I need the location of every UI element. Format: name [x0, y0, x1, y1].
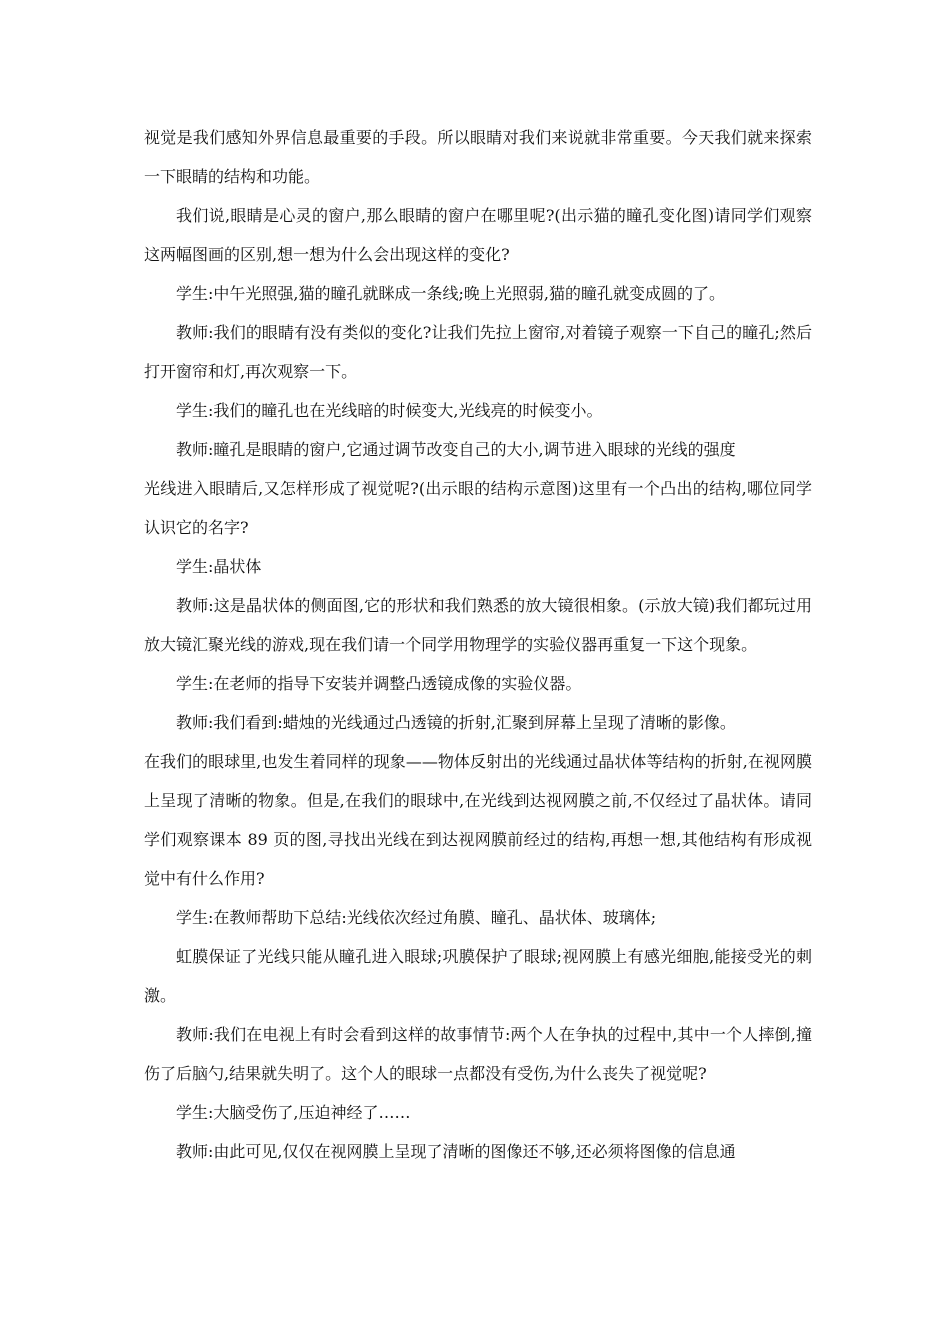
paragraph-9: 教师:这是晶状体的侧面图,它的形状和我们熟悉的放大镜很相象。(示放大镜)我们都玩过用放大镜汇聚光线的游戏,现在我们请一个同学用物理学的实验仪器再重复一下这个现象。	[144, 596, 812, 654]
paragraph-10: 学生:在老师的指导下安装并调整凸透镜成像的实验仪器。	[176, 674, 582, 693]
paragraph-7: 光线进入眼睛后,又怎样形成了视觉呢?(出示眼的结构示意图)这里有一个凸出的结构,哪位同学认识它的名字?	[144, 479, 812, 537]
paragraph-15: 教师:我们在电视上有时会看到这样的故事情节:两个人在争执的过程中,其中一个人摔倒,撞伤了后脑勺,结果就失明了。这个人的眼球一点都没有受伤,为什么丧失了视觉呢?	[144, 1025, 812, 1083]
paragraph-1: 视觉是我们感知外界信息最重要的手段。所以眼睛对我们来说就非常重要。今天我们就来探索一下眼睛的结构和功能。	[144, 128, 812, 186]
document-body	[144, 118, 812, 1171]
paragraph-17: 教师:由此可见,仅仅在视网膜上呈现了清晰的图像还不够,还必须将图像的信息通	[176, 1142, 736, 1161]
paragraph-4: 教师:我们的眼睛有没有类似的变化?让我们先拉上窗帘,对着镜子观察一下自己的瞳孔;然后打开窗帘和灯,再次观察一下。	[144, 323, 812, 381]
paragraph-3: 学生:中午光照强,猫的瞳孔就眯成一条线;晚上光照弱,猫的瞳孔就变成圆的了。	[176, 284, 725, 303]
paragraph-12: 在我们的眼球里,也发生着同样的现象——物体反射出的光线通过晶状体等结构的折射,在视网膜上呈现了清晰的物象。但是,在我们的眼球中,在光线到达视网膜之前,不仅经过了晶状体。请同学们观察课本 89 页的图,寻找出光线在到达视网膜前经过的结构,再想一想,其他结构有形成视觉中有什么作用?	[144, 752, 812, 888]
paragraph-11: 教师:我们看到:蜡烛的光线通过凸透镜的折射,汇聚到屏幕上呈现了清晰的影像。	[176, 713, 736, 732]
paragraph-14: 虹膜保证了光线只能从瞳孔进入眼球;巩膜保护了眼球;视网膜上有感光细胞,能接受光的刺激。	[144, 947, 812, 1005]
paragraph-2: 我们说,眼睛是心灵的窗户,那么眼睛的窗户在哪里呢?(出示猫的瞳孔变化图)请同学们观察这两幅图画的区别,想一想为什么会出现这样的变化?	[144, 206, 812, 264]
paragraph-13: 学生:在教师帮助下总结:光线依次经过角膜、瞳孔、晶状体、玻璃体;	[176, 908, 657, 927]
paragraph-8: 学生:晶状体	[176, 557, 262, 576]
paragraph-16: 学生:大脑受伤了,压迫神经了……	[176, 1103, 411, 1122]
paragraph-5: 学生:我们的瞳孔也在光线暗的时候变大,光线亮的时候变小。	[176, 401, 603, 420]
paragraph-6: 教师:瞳孔是眼睛的窗户,它通过调节改变自己的大小,调节进入眼球的光线的强度	[176, 440, 736, 459]
